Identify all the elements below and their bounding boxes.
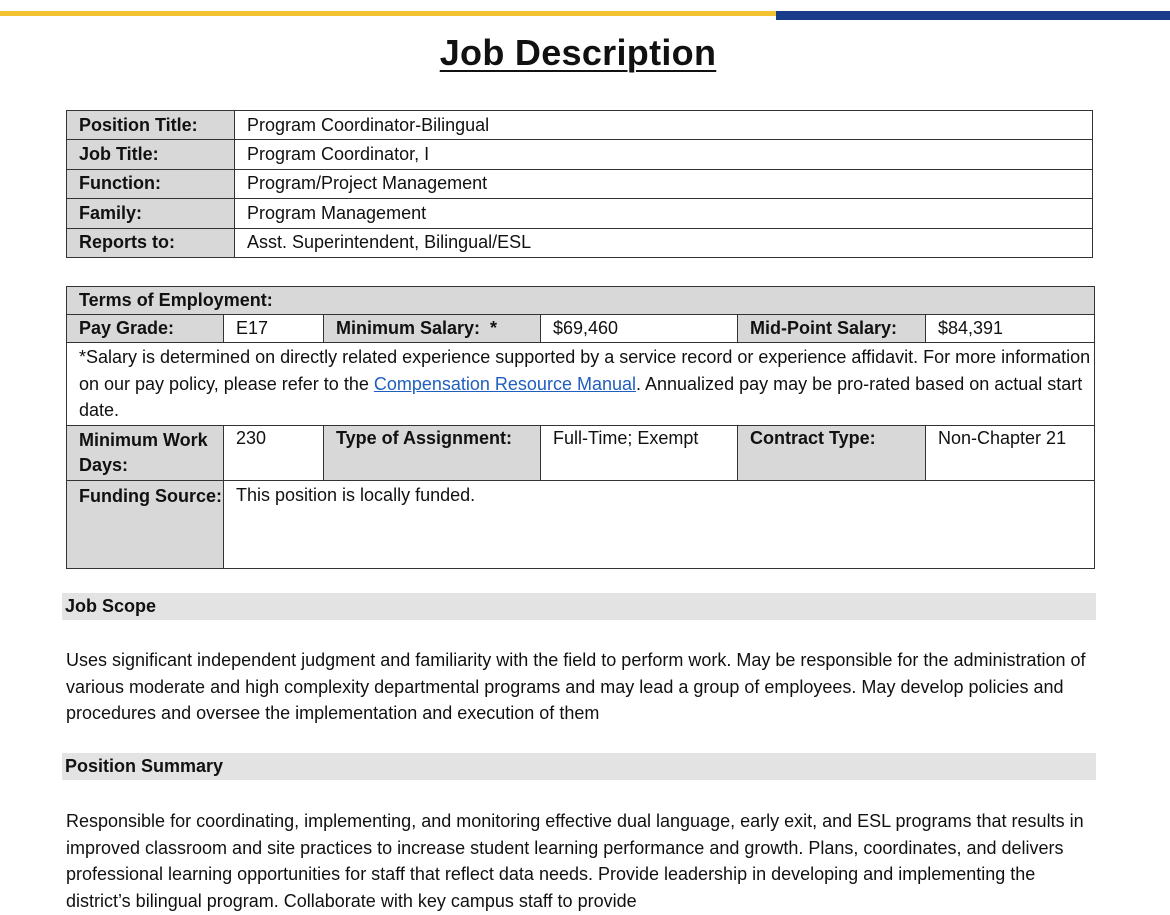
position-summary-text: Responsible for coordinating, implementing, and monitoring effective dual language, early exit, and ESL programs that results in improved classroom and site practices to increase student learning performance and growth. Plans, coordinates, and delivers professional learning opportunities for staff that reflect data needs. Provide leadership in developing and implementing the district’s bilingual program. Collaborate with key campus staff to provide [66, 811, 1084, 912]
table-row [67, 199, 1093, 228]
position-summary-heading: Position Summary [62, 753, 1096, 780]
job-scope-text: Uses significant independent judgment and familiarity with the field to perform work. May be responsible for the administration of various moderate and high complexity departmental programs and may lead a group of employees. May develop policies and procedures and oversee the implementation and execution of them [66, 650, 1086, 724]
table-row [67, 228, 1093, 257]
pay-grade-value: E17 [224, 315, 324, 343]
header-gold-stripe [0, 11, 776, 16]
position-info-table [66, 110, 1093, 258]
terms-of-employment-table [66, 286, 1095, 569]
header-navy-stripe [776, 11, 1170, 20]
table-row [67, 287, 1095, 315]
reports-to-value: Asst. Superintendent, Bilingual/ESL [235, 228, 1093, 257]
min-salary-value: $69,460 [541, 315, 738, 343]
funding-source-value: This position is locally funded. [224, 480, 1095, 568]
contract-type-value: Non-Chapter 21 [926, 425, 1095, 480]
table-row [67, 315, 1095, 343]
table-row [67, 169, 1093, 198]
min-salary-label: Minimum Salary: * [324, 315, 541, 343]
pay-grade-label: Pay Grade: [67, 315, 224, 343]
assignment-type-label: Type of Assignment: [324, 425, 541, 480]
salary-note-text: *Salary is determined on directly related experience supported by a service record or experience affidavit. For more information on our pay policy, please refer to the [79, 347, 1091, 394]
table-row [67, 425, 1095, 480]
compensation-manual-link[interactable]: Compensation Resource Manual [373, 373, 636, 394]
function-label: Function: [67, 169, 235, 198]
family-value: Program Management [235, 199, 1093, 228]
header-color-band [0, 0, 1170, 20]
mid-salary-label: Mid-Point Salary: [738, 315, 926, 343]
position-title-value: Program Coordinator-Bilingual [235, 111, 1093, 140]
table-row [67, 480, 1095, 568]
position-title-label: Position Title: [67, 111, 235, 140]
job-title-value: Program Coordinator, I [235, 140, 1093, 169]
contract-type-label: Contract Type: [738, 425, 926, 480]
mid-salary-value: $84,391 [926, 315, 1095, 343]
reports-to-label: Reports to: [67, 228, 235, 257]
table-row [67, 140, 1093, 169]
assignment-type-value: Full-Time; Exempt [541, 425, 738, 480]
terms-heading: Terms of Employment: [67, 287, 1095, 315]
table-row [67, 111, 1093, 140]
salary-note [67, 343, 1095, 426]
min-work-days-label: Minimum Work Days: [67, 425, 224, 480]
table-row [67, 343, 1095, 426]
function-value: Program/Project Management [235, 169, 1093, 198]
job-title-label: Job Title: [67, 140, 235, 169]
funding-source-label: Funding Source: [67, 480, 224, 568]
min-work-days-value: 230 [224, 425, 324, 480]
page-title: Job Description [439, 32, 717, 73]
job-scope-heading: Job Scope [62, 593, 1096, 620]
family-label: Family: [67, 199, 235, 228]
salary-note-text-end: . Annualized pay may be pro-rated based on actual start date. [79, 373, 1083, 420]
